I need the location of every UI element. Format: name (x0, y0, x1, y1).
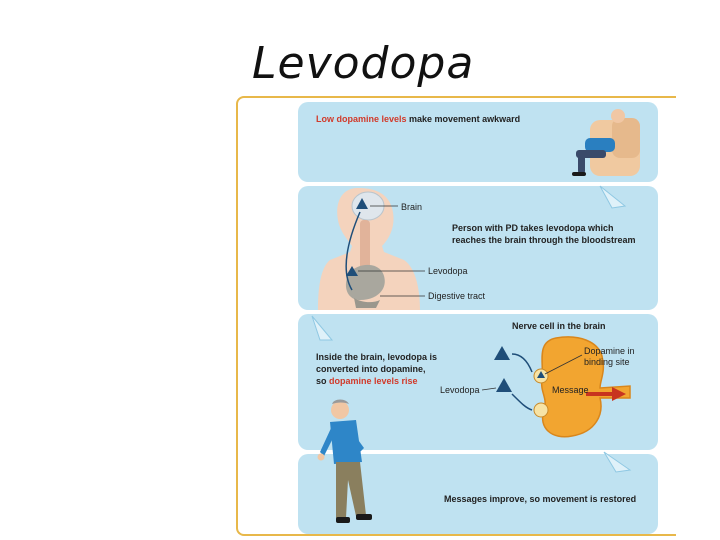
panel2-caption-line1: Person with PD takes levodopa which (452, 223, 614, 233)
seated-person-illustration (572, 109, 640, 176)
panel1-caption (316, 114, 520, 125)
panel3-line3-prefix: so (316, 376, 330, 386)
panel4-caption: Messages improve, so movement is restored (444, 494, 637, 504)
panel3-line1: Inside the brain, levodopa is (316, 352, 438, 362)
label-dopamine-line2: binding site (584, 357, 630, 367)
flow-arrow-3 (604, 452, 630, 472)
walking-person-illustration (318, 400, 373, 524)
low-dopamine-highlight: Low dopamine levels (316, 114, 407, 124)
label-message: Message (552, 385, 589, 395)
panel3-line2: converted into dopamine, (316, 364, 426, 374)
label-levodopa-cell: Levodopa (440, 385, 480, 395)
label-digestive-tract: Digestive tract (428, 291, 486, 301)
flow-arrow-1 (600, 186, 625, 208)
page-title: Levodopa (252, 38, 475, 89)
flow-arrow-2 (312, 316, 332, 340)
panel1-caption-rest: make movement awkward (406, 114, 521, 124)
panel2-caption-line2: reaches the brain through the bloodstream (452, 235, 636, 245)
label-dopamine-line1: Dopamine in (584, 346, 635, 356)
nerve-cell-heading: Nerve cell in the brain (512, 321, 606, 331)
label-levodopa-body: Levodopa (428, 266, 468, 276)
dopamine-rise-highlight: dopamine levels rise (329, 376, 418, 386)
label-brain: Brain (401, 202, 423, 212)
panel3-line3 (316, 376, 418, 387)
